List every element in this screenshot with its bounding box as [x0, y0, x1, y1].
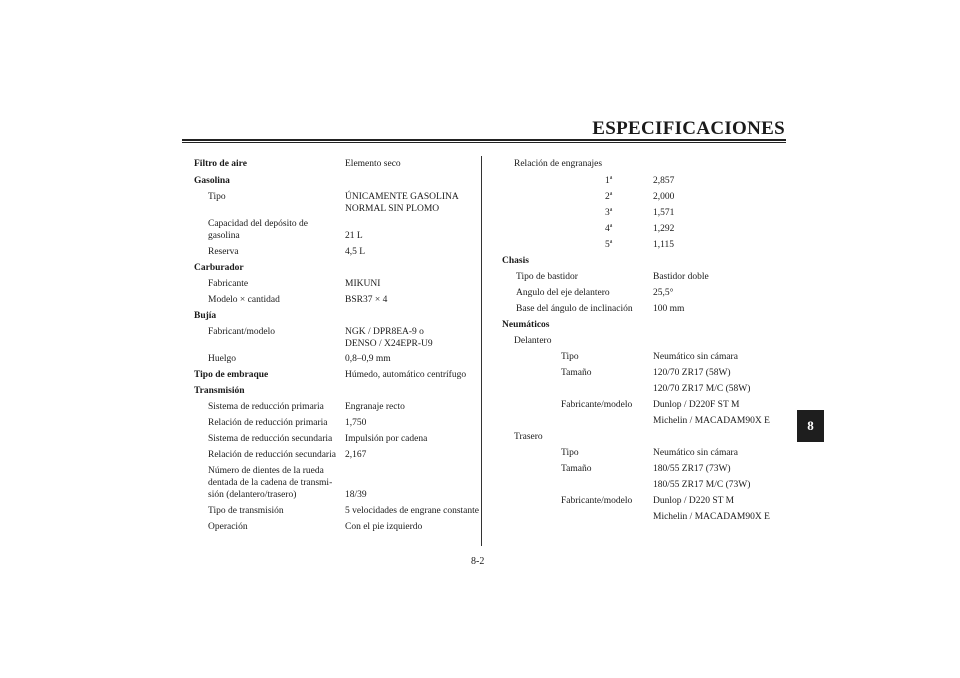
primary-system-value: Engranaje recto [345, 402, 405, 412]
spark-model-label: Fabricant/modelo [208, 327, 276, 337]
gear-3-value: 1,571 [653, 208, 675, 218]
carburetor-heading: Carburador [194, 263, 244, 273]
teeth-label-3: sión (delantero/trasero) [208, 490, 297, 500]
rear-maker-value-1: Dunlop / D220 ST M [653, 496, 735, 506]
reserve-label: Reserva [208, 247, 239, 257]
front-type-label: Tipo [561, 352, 579, 362]
spark-model-value-2: DENSO / X24EPR-U9 [345, 339, 433, 349]
gear-2-label: 2$^a$ [605, 191, 613, 202]
chassis-heading: Chasis [502, 256, 529, 266]
rear-type-label: Tipo [561, 448, 579, 458]
fuel-type-value-2: NORMAL SIN PLOMO [345, 204, 440, 214]
frame-label: Tipo de bastidor [516, 272, 578, 282]
spark-plug-heading: Bujía [194, 311, 217, 321]
trans-type-value: 5 velocidades de engrane constante [345, 506, 479, 516]
front-maker-label: Fabricante/modelo [561, 400, 633, 410]
trail-value: 100 mm [653, 304, 685, 314]
header-rule-thick [182, 139, 786, 141]
trans-type-label: Tipo de transmisión [208, 506, 284, 516]
air-filter-label: Filtro de aire [194, 159, 247, 169]
gear-1-label: 1$^a$ [605, 175, 613, 186]
page-title: ESPECIFICACIONES [592, 118, 785, 139]
secondary-ratio-value: 2,167 [345, 450, 367, 460]
secondary-system-label: Sistema de reducción secundaria [208, 434, 333, 444]
transmission-heading: Transmisión [194, 386, 245, 396]
reserve-value: 4,5 L [345, 247, 366, 257]
caster-label: Angulo del eje delantero [516, 288, 610, 298]
gap-label: Huelgo [208, 354, 236, 364]
rear-maker-value-2: Michelin / MACADAM90X E [653, 512, 770, 522]
gap-value: 0,8–0,9 mm [345, 354, 391, 364]
gear-5-value: 1,115 [653, 240, 675, 250]
front-size-value-1: 120/70 ZR17 (58W) [653, 368, 731, 378]
front-maker-value-1: Dunlop / D220F ST M [653, 400, 740, 410]
fuel-type-value-1: ÚNICAMENTE GASOLINA [345, 192, 459, 202]
teeth-label-1: Número de dientes de la rueda [208, 466, 324, 476]
primary-ratio-value: 1,750 [345, 418, 367, 428]
front-maker-value-2: Michelin / MACADAM90X E [653, 416, 770, 426]
rear-maker-label: Fabricante/modelo [561, 496, 633, 506]
gear-4-value: 1,292 [653, 224, 675, 234]
rear-size-value-2: 180/55 ZR17 M/C (73W) [653, 480, 751, 490]
gear-5-label: 5$^a$ [605, 239, 613, 250]
teeth-label-2: dentada de la cadena de transmi- [208, 478, 333, 488]
gear-2-value: 2,000 [653, 192, 675, 202]
gear-1-value: 2,857 [653, 176, 675, 186]
tank-value: 21 L [345, 231, 363, 241]
tires-heading: Neumáticos [502, 320, 550, 330]
front-size-value-2: 120/70 ZR17 M/C (58W) [653, 384, 751, 394]
rear-size-value-1: 180/55 ZR17 (73W) [653, 464, 731, 474]
front-type-value: Neumático sin cámara [653, 352, 738, 362]
tank-label-1: Capacidad del depósito de [208, 219, 308, 229]
primary-ratio-label: Relación de reducción primaria [208, 418, 328, 428]
frame-value: Bastidor doble [653, 272, 709, 282]
fuel-heading: Gasolina [194, 176, 230, 186]
front-tire-heading: Delantero [514, 336, 552, 346]
caster-value: 25,5° [653, 288, 674, 298]
operation-label: Operación [208, 522, 248, 532]
tank-label-2: gasolina [208, 231, 240, 241]
fuel-type-label: Tipo [208, 192, 226, 202]
carb-model-value: BSR37 × 4 [345, 295, 388, 305]
trail-label: Base del ángulo de inclinación [516, 304, 633, 314]
front-size-label: Tamaño [561, 368, 592, 378]
gear-4-label: 4$^a$ [605, 223, 613, 234]
page-number: 8-2 [471, 556, 485, 567]
rear-size-label: Tamaño [561, 464, 592, 474]
chapter-tab[interactable]: 8 [797, 410, 824, 442]
rear-type-value: Neumático sin cámara [653, 448, 738, 458]
gear-ratio-heading: Relación de engranajes [514, 159, 603, 169]
gear-3-label: 3$^a$ [605, 207, 613, 218]
teeth-value: 18/39 [345, 490, 367, 500]
rear-tire-heading: Trasero [514, 432, 543, 442]
air-filter-value: Elemento seco [345, 159, 401, 169]
primary-system-label: Sistema de reducción primaria [208, 402, 324, 412]
secondary-ratio-label: Relación de reducción secundaria [208, 450, 336, 460]
carb-maker-value: MIKUNI [345, 279, 381, 289]
clutch-label: Tipo de embraque [194, 370, 269, 380]
carb-model-label: Modelo × cantidad [208, 295, 280, 305]
secondary-system-value: Impulsión por cadena [345, 434, 428, 444]
carb-maker-label: Fabricante [208, 279, 249, 289]
column-divider [481, 156, 482, 546]
clutch-value: Húmedo, automático centrífugo [345, 370, 467, 380]
header-rule-thin [182, 142, 786, 143]
operation-value: Con el pie izquierdo [345, 522, 423, 532]
spark-model-value-1: NGK / DPR8EA-9 o [345, 327, 424, 337]
